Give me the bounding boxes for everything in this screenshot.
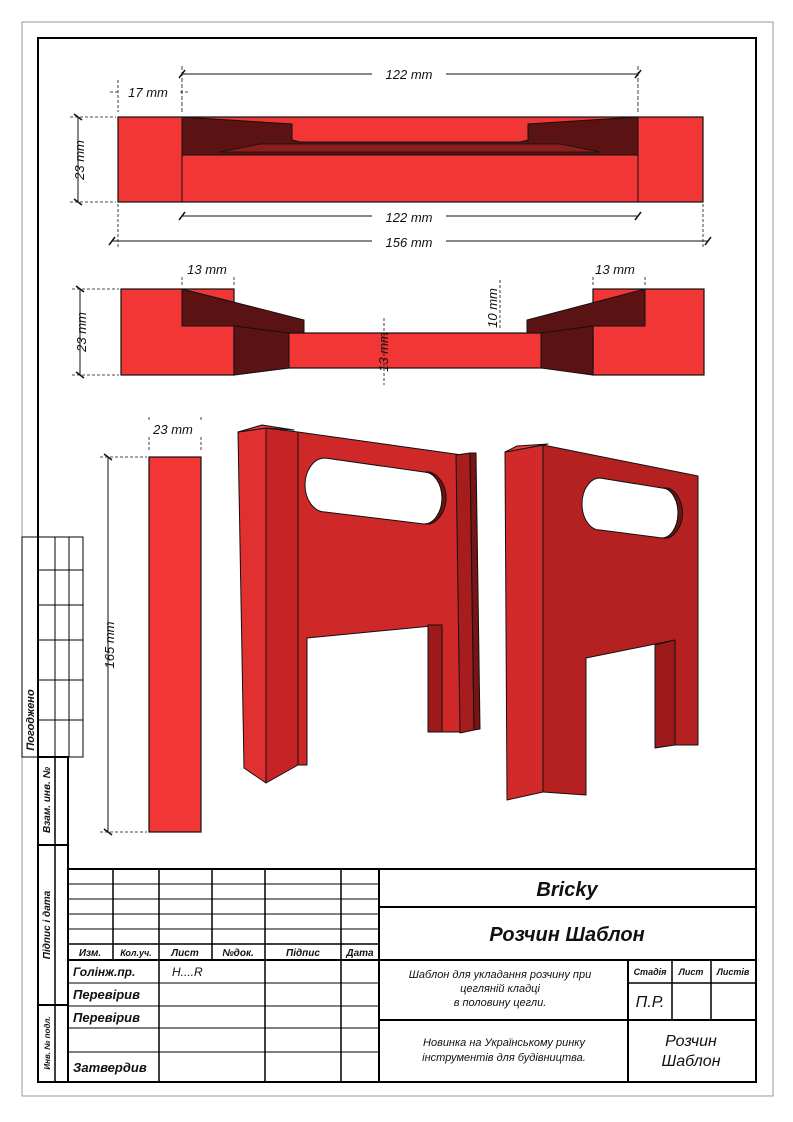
stamp-agreed: Погоджено <box>25 689 37 751</box>
name-line-1: Розчин <box>665 1033 717 1050</box>
dim-recess-depth: 10 mm <box>485 288 500 328</box>
dim-left-offset: 17 mm <box>128 85 168 100</box>
sheet-label: Лист <box>678 967 704 977</box>
product-title: Розчин Шаблон <box>489 924 645 946</box>
side-view <box>100 417 206 832</box>
role-1: Голінж.пр. <box>73 965 136 979</box>
stamp-sign-date: Підпис і дата <box>42 890 53 960</box>
dim-inner-top: 122 mm <box>385 67 433 82</box>
iso-left-post <box>266 428 298 783</box>
col-izm: Изм. <box>78 948 102 959</box>
company-name: Bricky <box>536 879 598 901</box>
role-3: Перевірив <box>73 1010 140 1025</box>
role-1-name: Н....R <box>172 965 203 979</box>
front-right-inner <box>541 326 593 375</box>
top-view <box>70 64 708 251</box>
note-line-1: Новинка на Українському ринку <box>423 1037 585 1049</box>
dim-top-height: 23 mm <box>72 140 87 180</box>
isometric-view-left <box>238 425 480 783</box>
dim-left-step: 13 mm <box>187 262 227 277</box>
front-right-wedge <box>527 289 645 333</box>
stamp-inv-orig: Инв. № подл. <box>43 1016 52 1070</box>
front-view <box>72 261 704 385</box>
description-line-3: в половину цегли. <box>453 997 547 1009</box>
sheets-label: Листів <box>716 967 750 977</box>
top-view-slot-floor <box>220 144 600 152</box>
iso-right-post <box>505 445 543 800</box>
col-kol: Кол.уч. <box>120 948 152 958</box>
role-2: Перевірив <box>73 987 140 1002</box>
front-left-inner <box>234 326 289 375</box>
stamp-inv-replace: Взам. инв. № <box>42 766 53 834</box>
role-5: Затвердив <box>73 1060 147 1075</box>
front-left-wedge <box>182 289 304 333</box>
description-line-1: Шаблон для укладання розчину при <box>408 969 592 981</box>
note-line-2: інструментів для будівництва. <box>422 1052 586 1064</box>
name-line-2: Шаблон <box>661 1053 721 1070</box>
dim-right-step: 13 mm <box>595 262 635 277</box>
side-view-body <box>149 457 201 832</box>
isometric-view-right <box>505 444 698 800</box>
dim-front-height: 23 mm <box>74 312 89 352</box>
dim-side-width: 23 mm <box>153 422 193 437</box>
dim-centre-thickness: 13 mm <box>376 332 391 372</box>
dim-side-height: 165 mm <box>102 621 117 669</box>
dim-inner-bottom: 122 mm <box>385 210 433 225</box>
col-list: Лист <box>171 948 199 959</box>
col-date: Дата <box>346 948 374 959</box>
stage-label: Стадія <box>633 967 667 977</box>
description-line-2: цегляній кладці <box>460 983 540 995</box>
col-sign: Підпис <box>286 948 320 959</box>
stage-value: П.Р. <box>635 994 665 1011</box>
dim-overall: 156 mm <box>385 235 433 250</box>
col-doc: №док. <box>222 948 254 959</box>
